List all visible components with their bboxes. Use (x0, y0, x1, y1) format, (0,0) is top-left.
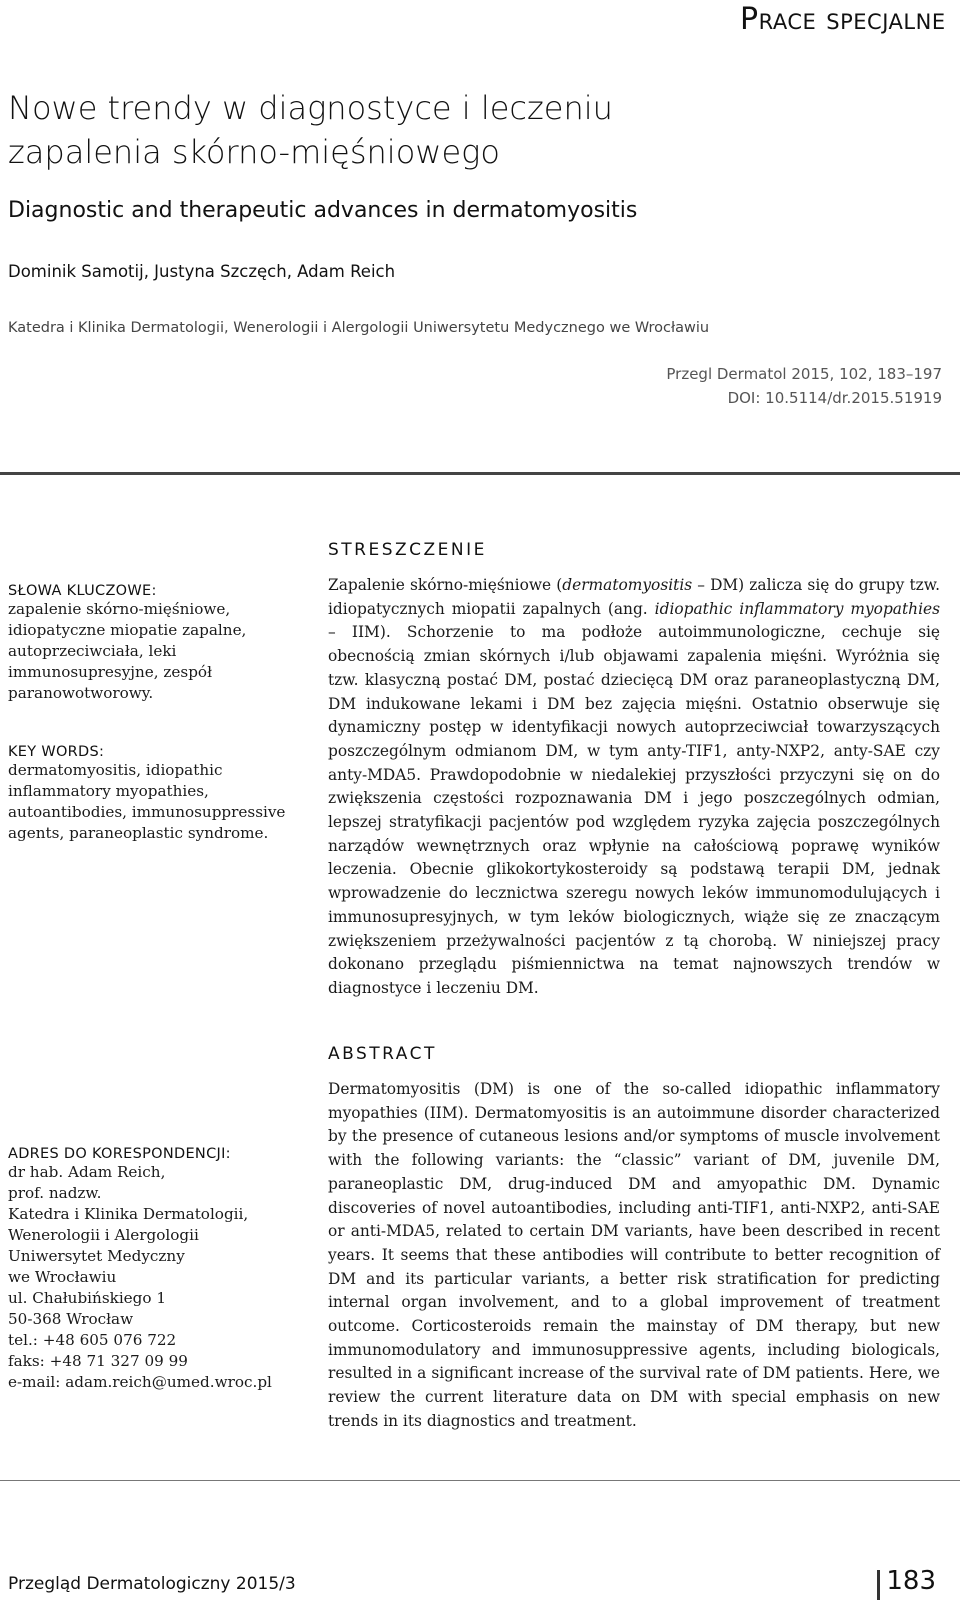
correspondence-line: ul. Chałubińskiego 1 (8, 1289, 167, 1307)
correspondence-line: faks: +48 71 327 09 99 (8, 1352, 188, 1370)
article-title: Nowe trendy w diagnostyce i leczeniu zapalenia skórno-mięśniowego (8, 89, 613, 171)
correspondence-line: we Wrocławiu (8, 1268, 117, 1286)
keywords-pl (8, 583, 298, 704)
page-number: 183 (886, 1566, 936, 1596)
article-subtitle: Diagnostic and therapeutic advances in dermatomyositis (8, 198, 638, 223)
streszczenie-italic: dermatomyositis (562, 576, 693, 594)
citation: Przegl Dermatol 2015, 102, 183–197 (666, 365, 942, 383)
correspondence-body (8, 1162, 308, 1393)
keywords-en-heading: KEY WORDS: (8, 744, 105, 760)
abstract-text: Dermatomyositis (DM) is one of the so-called idiopathic inflammatory myopathies (IIM). Dermatomyositis is an autoimmune disorder characterized by the presence of cutaneous lesions and/or symptoms of muscle involvement with the following variants: the “classic” variant of DM, juvenile DM, paraneoplastic DM, drug-induced DM and amyopathic DM. Dynamic discoveries of novel autoantibodies, including anti-TIF1, anti-NXP2, anti-SAE or anti-MDA5, related to certain DM variants, have been described in recent years. It seems that these antibodies will contribute to better recognition of DM and its particular variants, a better risk stratification for predicting internal organ involvement, and to a global improvement of treatment outcome. Corticosteroids remain the mainstay of DM therapy, but new immunomodulatory and immunosuppressive agents, including biologicals, resulted in a significant increase of the survival rate of DM patients. Here, we review the current literature data on DM with special emphasis on new trends in its diagnostics and treatment. (328, 1080, 940, 1430)
correspondence-line: 50-368 Wrocław (8, 1310, 134, 1328)
keywords-pl-text: zapalenie skórno-mięśniowe, idiopatyczne miopatie zapalne, autoprzeciwciała, leki immunosupresyjne, zespół paranowotworowy. (8, 600, 247, 702)
correspondence-line: Wenerologii i Alergologii (8, 1226, 199, 1244)
footer-separator (877, 1570, 880, 1600)
keywords-pl-heading: SŁOWA KLUCZOWE: (8, 583, 157, 599)
streszczenie-section (328, 540, 940, 1001)
footer-divider (0, 1480, 960, 1481)
correspondence-heading: ADRES DO KORESPONDENCJI: (8, 1146, 231, 1162)
streszczenie-text (328, 574, 940, 1001)
authors: Dominik Samotij, Justyna Szczęch, Adam Reich (8, 262, 396, 281)
doi: DOI: 10.5114/dr.2015.51919 (727, 389, 942, 407)
correspondence-line: Uniwersytet Medyczny (8, 1247, 185, 1265)
streszczenie-italic: idiopathic inflammatory myopathies (654, 599, 940, 618)
keywords-en-text: dermatomyositis, idiopathic inflammatory myopathies, autoantibodies, immunosuppressive agents, paraneoplastic syndrome. (8, 761, 286, 842)
streszczenie-part: – IIM). Schorzenie to ma podłoże autoimmunologiczne, cechuje się obecnością zmian skórnych i/lub objawami zapalenia mięśni. Wyróżnia się tzw. klasyczną postać DM, postać dziecięcą DM oraz paraneoplastyczną DM, DM indukowane lekami i DM bez zajęcia mięśni. Ostatnio obserwuje się dynamiczny postęp w identyfikacji nowych autoprzeciwciał towarzyszących poszczególnym odmianom DM, w tym anty-TIF1, anty-NXP2, anty-SAE czy anty-MDA5. Prawdopodobnie w niedalekiej przyszłości przyczyni się on do zwiększenia częstości rozpoznawania DM i jego poszczególnych odmian, lepszej stratyfikacji pacjentów pod względem ryzyka zajęcia poszczególnych narządów wewnętrznych oraz wpłynie na całościową poprawę wyników leczenia. Obecnie glikokortykosteroidy są podstawą terapii DM, jednak wprowadzenie do lecznictwa szeregu nowych leków immunomodulujących i immunosupresyjnych, w tym leków biologicznych, wiąże się ze znaczącym zwiększeniem przeżywalności pacjentów z tą chorobą. W niniejszej pracy dokonano przeglądu piśmiennictwa na temat najnowszych trendów w diagnostyce i leczeniu DM. (328, 623, 940, 997)
correspondence-line: Katedra i Klinika Dermatologii, (8, 1205, 249, 1223)
streszczenie-part: – DM) zalicza się do grupy tzw. idiopatycznych miopatii zapalnych (ang. (328, 576, 940, 618)
abstract-heading: ABSTRACT (328, 1044, 437, 1064)
citation-block (666, 362, 942, 410)
streszczenie-heading: STRESZCZENIE (328, 540, 487, 560)
section-label: Prace specjalne (740, 2, 946, 37)
correspondence-line: tel.: +48 605 076 722 (8, 1331, 177, 1349)
streszczenie-part: Zapalenie skórno-mięśniowe ( (328, 576, 563, 594)
abstract-section (328, 1044, 940, 1434)
correspondence-email[interactable]: e-mail: adam.reich@umed.wroc.pl (8, 1373, 272, 1391)
correspondence-line: prof. nadzw. (8, 1184, 102, 1202)
header-divider (0, 472, 960, 475)
affiliation: Katedra i Klinika Dermatologii, Wenerologii i Alergologii Uniwersytetu Medycznego we Wrocławiu (8, 320, 710, 336)
correspondence-line: dr hab. Adam Reich, (8, 1163, 166, 1181)
footer-journal: Przegląd Dermatologiczny 2015/3 (8, 1574, 296, 1594)
correspondence (8, 1146, 308, 1393)
keywords-en (8, 744, 298, 844)
